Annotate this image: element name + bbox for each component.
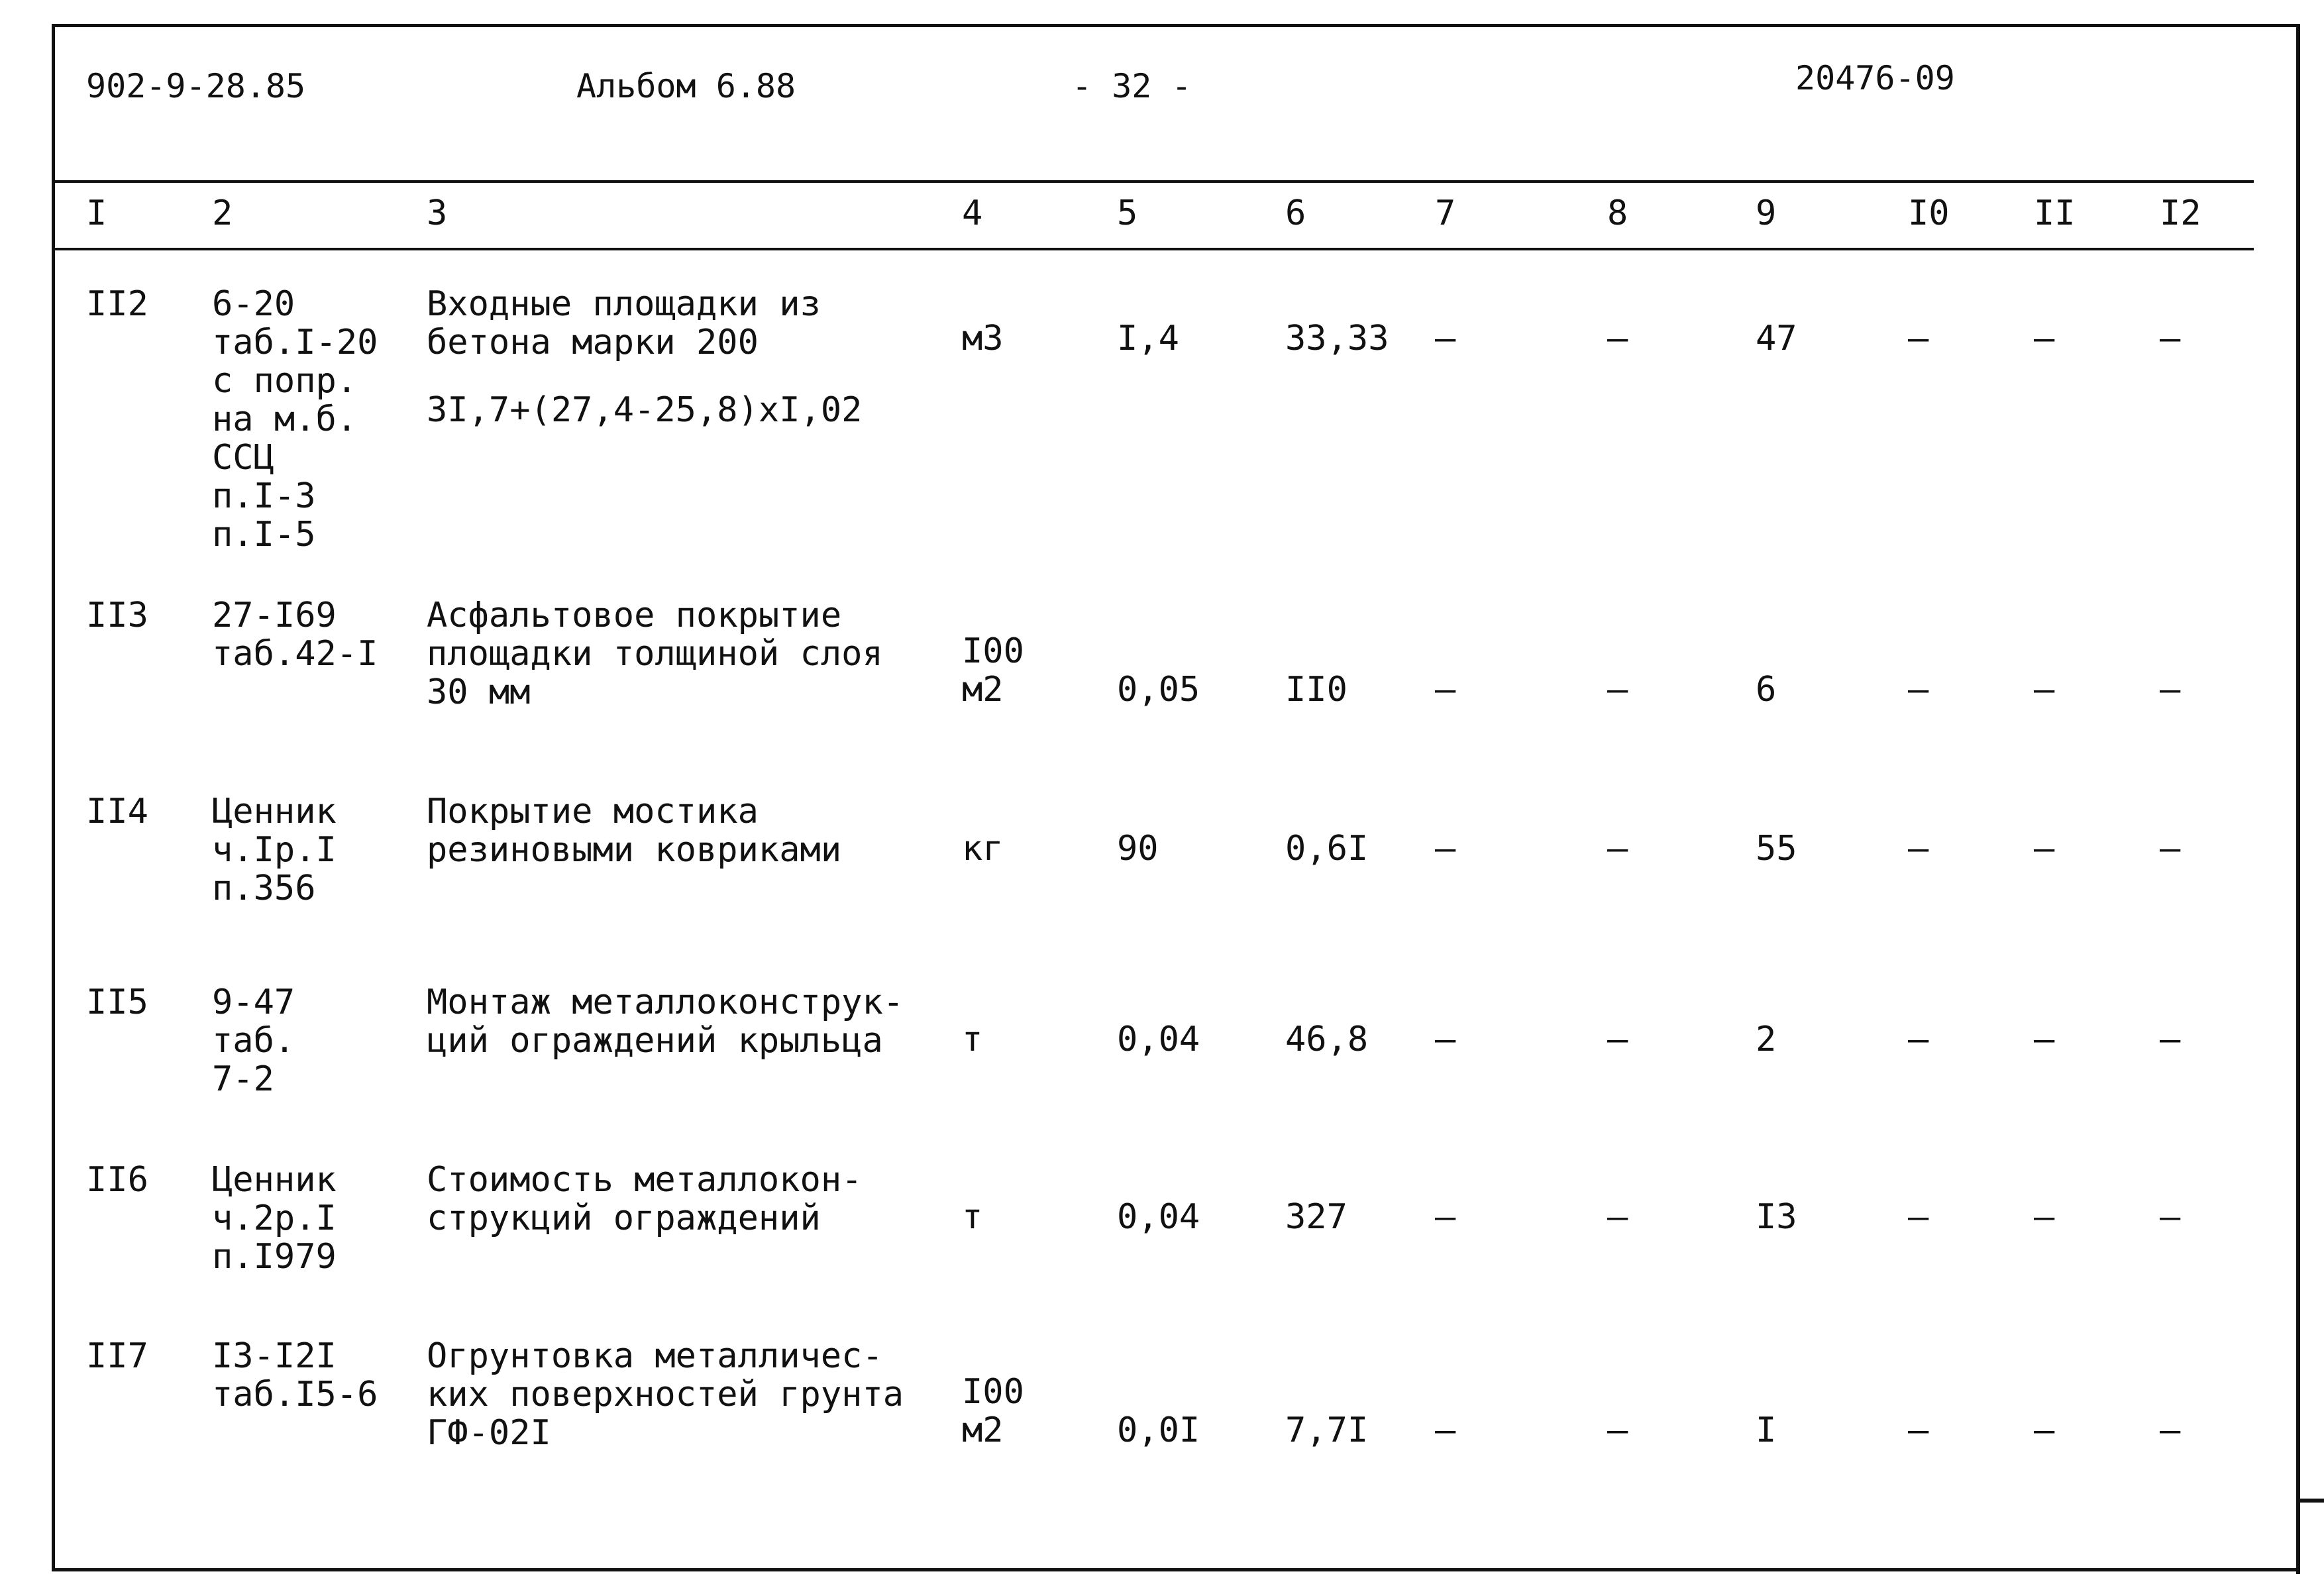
col-num-7: 7 — [1435, 193, 1456, 233]
row-number-line: II5 — [86, 982, 148, 1022]
quantity-line: 90 — [1117, 829, 1159, 869]
total-cost-line: I — [1756, 1410, 1777, 1450]
norm-reference-line: ч.2р.I — [212, 1198, 337, 1238]
unit — [962, 1373, 1024, 1450]
col-num-8: 8 — [1607, 193, 1628, 233]
col8-value-line: – — [1607, 829, 1628, 869]
work-description-line: Асфальтовое покрытие — [427, 596, 842, 635]
col7-value-line: – — [1435, 829, 1456, 869]
unit-line: м2 — [962, 1410, 1004, 1450]
norm-reference-line: 27-I69 — [212, 596, 337, 635]
total-cost — [1756, 670, 1776, 709]
unit-line: м3 — [962, 319, 1004, 358]
unit — [962, 1020, 982, 1059]
row-number — [86, 792, 148, 831]
unit-line: I00 — [962, 631, 1024, 671]
row-number — [86, 983, 148, 1022]
work-description-line: Покрытие мостика — [427, 792, 759, 831]
col11-value — [2034, 829, 2054, 868]
header-rule-top — [54, 180, 2254, 183]
col-num-2: 2 — [212, 193, 233, 233]
work-description-line: ких поверхностей грунта — [427, 1375, 904, 1414]
unit — [962, 632, 1024, 709]
col10-value-line: – — [1908, 1020, 1929, 1059]
col8-value — [1607, 319, 1628, 358]
row-number — [86, 1161, 148, 1199]
quantity — [1117, 1020, 1200, 1059]
work-description — [427, 792, 841, 869]
quantity-line: 0,04 — [1117, 1197, 1200, 1237]
album-label: Альбом 6.88 — [576, 67, 796, 105]
col7-value-line: – — [1435, 319, 1456, 358]
work-description-line: ГФ-02I — [427, 1413, 551, 1453]
col7-value-line: – — [1435, 670, 1456, 710]
quantity-line: I,4 — [1117, 319, 1179, 358]
norm-reference-line: таб.I5-6 — [212, 1375, 378, 1414]
col10-value — [1908, 829, 1928, 868]
norm-reference-line: п.356 — [212, 869, 316, 908]
col8-value — [1607, 1198, 1628, 1236]
quantity-line: 0,05 — [1117, 670, 1200, 710]
col10-value-line: – — [1908, 319, 1929, 358]
col10-value — [1908, 1020, 1928, 1059]
work-description-line: площадки толщиной слоя — [427, 634, 883, 674]
norm-reference-line: 6-20 — [212, 284, 295, 324]
col12-value-line: – — [2160, 1020, 2181, 1059]
unit-price-line: II0 — [1285, 670, 1347, 710]
page-number: - 32 - — [1072, 67, 1192, 105]
norm-reference — [212, 792, 337, 908]
col7-value — [1435, 829, 1455, 868]
norm-reference-line: п.I979 — [212, 1237, 337, 1277]
norm-reference-line: п.I-3 — [212, 476, 316, 516]
total-cost-line: I3 — [1756, 1197, 1797, 1237]
norm-reference-line: п.I-5 — [212, 515, 316, 555]
unit-price-line: 33,33 — [1285, 319, 1389, 358]
norm-reference — [212, 1161, 337, 1276]
col11-value — [2034, 1198, 2054, 1236]
unit-price — [1285, 319, 1389, 358]
col12-value — [2160, 319, 2180, 358]
col12-value-line: – — [2160, 1197, 2181, 1237]
col10-value-line: – — [1908, 1410, 1929, 1450]
col-num-4: 4 — [962, 193, 983, 233]
doc-code: 902-9-28.85 — [86, 67, 306, 105]
col11-value-line: – — [2034, 670, 2055, 710]
work-description-line: Огрунтовка металличес- — [427, 1336, 883, 1376]
col12-value — [2160, 670, 2180, 709]
work-description-line: Монтаж металлоконструк- — [427, 982, 904, 1022]
unit-price — [1285, 1020, 1368, 1059]
norm-reference — [212, 1337, 378, 1414]
col11-value — [2034, 1020, 2054, 1059]
col12-value-line: – — [2160, 829, 2181, 869]
col12-value-line: – — [2160, 1410, 2181, 1450]
quantity — [1117, 829, 1159, 868]
col-num-9: 9 — [1756, 193, 1777, 233]
col7-value — [1435, 1411, 1455, 1450]
col-num-6: 6 — [1285, 193, 1306, 233]
norm-reference-line: таб.42-I — [212, 634, 378, 674]
col7-value-line: – — [1435, 1410, 1456, 1450]
col11-value — [2034, 670, 2054, 709]
border-tick — [2300, 1499, 2324, 1503]
col8-value — [1607, 829, 1628, 868]
row-number-line: II7 — [86, 1336, 148, 1376]
unit-price — [1285, 829, 1368, 868]
norm-reference-line: 7-2 — [212, 1059, 274, 1099]
work-description — [427, 1161, 862, 1238]
work-description-line: 30 мм — [427, 672, 531, 712]
col8-value — [1607, 1020, 1628, 1059]
col11-value-line: – — [2034, 1410, 2055, 1450]
col12-value — [2160, 1198, 2180, 1236]
col12-value — [2160, 829, 2180, 868]
row-number-line: II2 — [86, 284, 148, 324]
row-number — [86, 596, 148, 635]
row-number-line: II6 — [86, 1160, 148, 1200]
right-border-rule — [2296, 24, 2300, 1574]
col8-value — [1607, 1411, 1628, 1450]
col11-value — [2034, 1411, 2054, 1450]
row-number-line: II3 — [86, 596, 148, 635]
norm-reference-line: I3-I2I — [212, 1336, 337, 1376]
col7-value — [1435, 670, 1455, 709]
col12-value — [2160, 1411, 2180, 1450]
col12-value-line: – — [2160, 319, 2181, 358]
inventory-number: 20476-09 — [1795, 59, 1955, 97]
col8-value — [1607, 670, 1628, 709]
unit-price — [1285, 670, 1347, 709]
work-description — [427, 285, 821, 362]
total-cost — [1756, 1198, 1797, 1236]
col7-value — [1435, 1198, 1455, 1236]
unit-price-line: 46,8 — [1285, 1020, 1369, 1059]
unit-line: т — [962, 1197, 983, 1237]
total-cost — [1756, 319, 1797, 358]
row-number-line: II4 — [86, 792, 148, 831]
norm-reference-line: таб. — [212, 1021, 295, 1061]
col-num-3: 3 — [427, 193, 448, 233]
unit-price-line: 7,7I — [1285, 1410, 1369, 1450]
total-cost — [1756, 1411, 1776, 1450]
col8-value-line: – — [1607, 1410, 1628, 1450]
norm-reference-line: Ценник — [212, 1160, 337, 1200]
page-frame — [52, 24, 2299, 1571]
work-description-line: ций ограждений крыльца — [427, 1021, 883, 1061]
work-description — [427, 983, 904, 1060]
total-cost — [1756, 829, 1797, 868]
total-cost-line: 47 — [1756, 319, 1797, 358]
work-description — [427, 596, 883, 712]
unit — [962, 319, 1004, 358]
norm-reference-line: на м.б. — [212, 399, 358, 439]
norm-reference-line: с попр. — [212, 361, 358, 401]
work-description-line: струкций ограждений — [427, 1198, 821, 1238]
col-num-5: 5 — [1117, 193, 1138, 233]
col8-value-line: – — [1607, 1020, 1628, 1059]
col11-value — [2034, 319, 2054, 358]
quantity — [1117, 1411, 1200, 1450]
quantity — [1117, 1198, 1200, 1236]
work-description-line: Стоимость металлокон- — [427, 1160, 863, 1200]
unit-line: кг — [962, 829, 1004, 869]
unit — [962, 829, 1004, 868]
work-description-line: резиновыми ковриками — [427, 830, 842, 870]
norm-reference-line: ч.Iр.I — [212, 830, 337, 870]
unit-price-line: 0,6I — [1285, 829, 1369, 869]
col11-value-line: – — [2034, 829, 2055, 869]
unit — [962, 1198, 982, 1236]
quantity-line: 0,0I — [1117, 1410, 1200, 1450]
norm-reference-line: ССЦ — [212, 438, 274, 478]
quantity-line: 0,04 — [1117, 1020, 1200, 1059]
quantity — [1117, 670, 1200, 709]
col10-value — [1908, 319, 1928, 358]
col8-value-line: – — [1607, 1197, 1628, 1237]
total-cost-line: 6 — [1756, 670, 1777, 710]
col12-value-line: – — [2160, 670, 2181, 710]
norm-reference — [212, 596, 378, 673]
row-number — [86, 1337, 148, 1375]
col8-value-line: – — [1607, 319, 1628, 358]
work-description-line: Входные площадки из — [427, 284, 821, 324]
col-num-11: II — [2034, 193, 2076, 233]
col-num-1: I — [86, 193, 107, 233]
quantity — [1117, 319, 1179, 358]
col-num-10: I0 — [1908, 193, 1950, 233]
work-description — [427, 1337, 904, 1452]
norm-reference — [212, 983, 295, 1098]
calc-note — [427, 391, 862, 429]
col7-value-line: – — [1435, 1197, 1456, 1237]
col11-value-line: – — [2034, 1197, 2055, 1237]
norm-reference-line: 9-47 — [212, 982, 295, 1022]
col10-value — [1908, 1198, 1928, 1236]
unit-price — [1285, 1198, 1347, 1236]
col10-value — [1908, 670, 1928, 709]
col7-value — [1435, 319, 1455, 358]
col10-value — [1908, 1411, 1928, 1450]
work-description-line: бетона марки 200 — [427, 323, 759, 362]
calc-note-line: 3I,7+(27,4-25,8)xI,02 — [427, 390, 863, 430]
col7-value — [1435, 1020, 1455, 1059]
col11-value-line: – — [2034, 319, 2055, 358]
total-cost — [1756, 1020, 1776, 1059]
unit-line: м2 — [962, 670, 1004, 710]
col8-value-line: – — [1607, 670, 1628, 710]
col11-value-line: – — [2034, 1020, 2055, 1059]
header-rule-bottom — [54, 248, 2254, 250]
col10-value-line: – — [1908, 829, 1929, 869]
unit-price — [1285, 1411, 1368, 1450]
col7-value-line: – — [1435, 1020, 1456, 1059]
norm-reference-line: Ценник — [212, 792, 337, 831]
total-cost-line: 55 — [1756, 829, 1797, 869]
col10-value-line: – — [1908, 670, 1929, 710]
norm-reference-line: таб.I-20 — [212, 323, 378, 362]
col10-value-line: – — [1908, 1197, 1929, 1237]
unit-line: I00 — [962, 1372, 1024, 1412]
norm-reference — [212, 285, 378, 554]
unit-line: т — [962, 1020, 983, 1059]
total-cost-line: 2 — [1756, 1020, 1777, 1059]
col-num-12: I2 — [2160, 193, 2201, 233]
col12-value — [2160, 1020, 2180, 1059]
row-number — [86, 285, 148, 323]
unit-price-line: 327 — [1285, 1197, 1347, 1237]
